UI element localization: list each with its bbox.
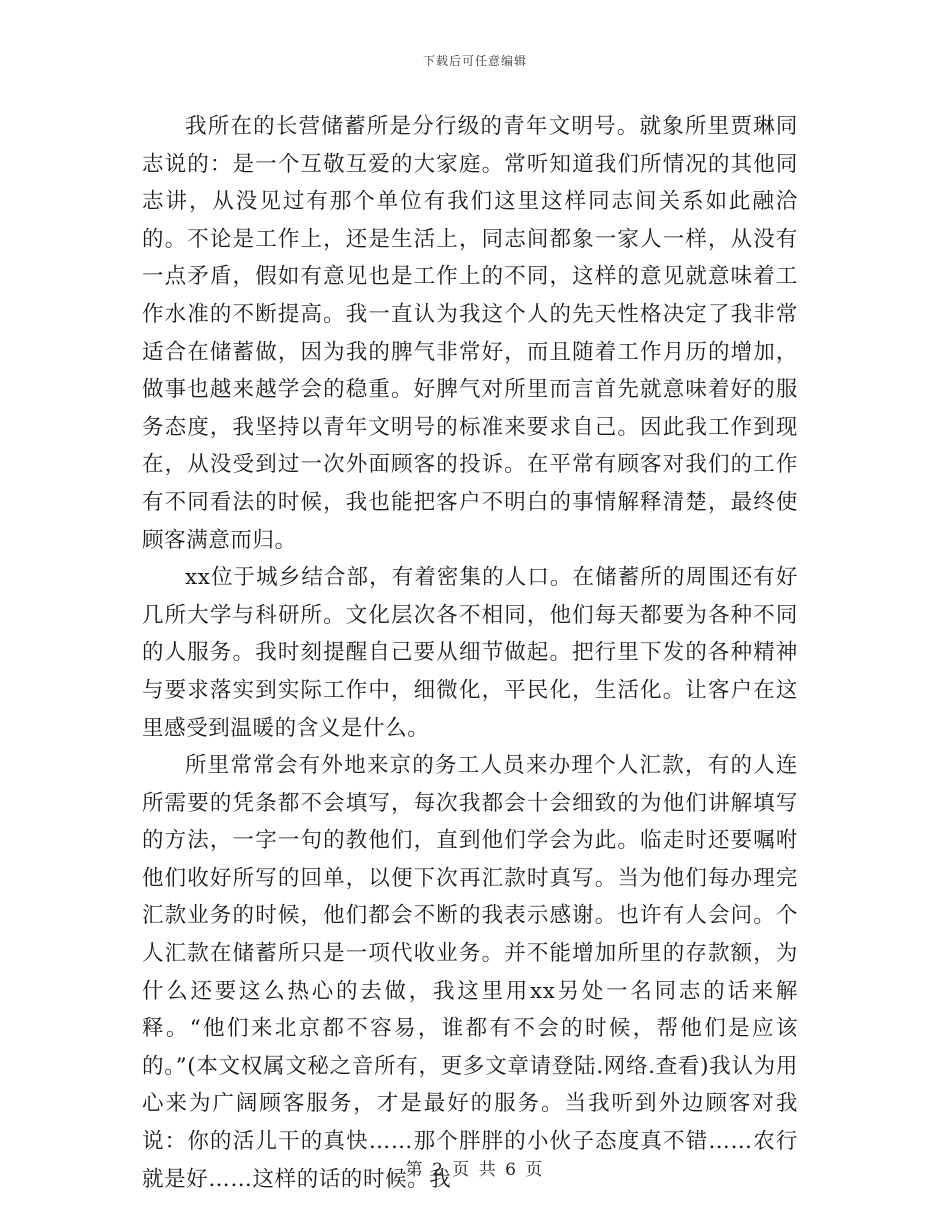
paragraph-1: 我所在的长营储蓄所是分行级的青年文明号。就象所里贾琳同志说的：是一个互敬互爱的大家庭。常听知道我们所情况的其他同志讲，从没见过有那个单位有我们这里这样同志间关系如此融洽的。不论是工作上，还是生活上，同志间都象一家人一样，从没有一点矛盾，假如有意见也是工作上的不同，这样的意见就意味着工作水准的不断提高。我一直认为我这个人的先天性格决定了我非常适合在储蓄做，因为我的脾气非常好，而且随着工作月历的增加，做事也越来越学会的稳重。好脾气对所里而言首先就意味着好的服务态度，我坚持以青年文明号的标准来要求自己。因此我工作到现在，从没受到过一次外面顾客的投诉。在平常有顾客对我们的工作有不同看法的时候，我也能把客户不明白的事情解释清楚，最终使顾客满意而归。 — [142, 114, 798, 553]
document-body — [142, 108, 798, 1198]
page-number-footer: 第 2 页 共 6 页 — [405, 1160, 545, 1180]
paragraph-3: 所里常常会有外地来京的务工人员来办理个人汇款，有的人连所需要的凭条都不会填写，每次我都会十会细致的为他们讲解填写的方法，一字一句的教他们，直到他们学会为此。临走时还要嘱咐他们收好所写的回单，以便下次再汇款时真写。当为他们每办理完汇款业务的时候，他们都会不断的我表示感谢。也许有人会问。个人汇款在储蓄所只是一项代收业务。并不能增加所里的存款额，为什么还要这么热心的去做，我这里用xx另处一名同志的话来解释。“他们来北京都不容易，谁都有不会的时候，帮他们是应该的。”(本文权属文秘之音所有，更多文章请登陆.网络.查看)我认为用心来为广阔顾客服务，才是最好的服务。当我听到外边顾客对我说：你的活儿干的真快……那个胖胖的小伙子态度真不错……农行就是好……这样的话的时候。我 — [142, 753, 798, 1192]
header-note: 下载后可任意编辑 — [422, 54, 527, 68]
paragraph-2: xx位于城乡结合部，有着密集的人口。在储蓄所的周围还有好几所大学与科研所。文化层次各不相同，他们每天都要为各种不同的人服务。我时刻提醒自己要从细节做起。把行里下发的各种精神与要求落实到实际工作中，细微化，平民化，生活化。让客户在这里感受到温暖的含义是什么。 — [142, 565, 798, 741]
